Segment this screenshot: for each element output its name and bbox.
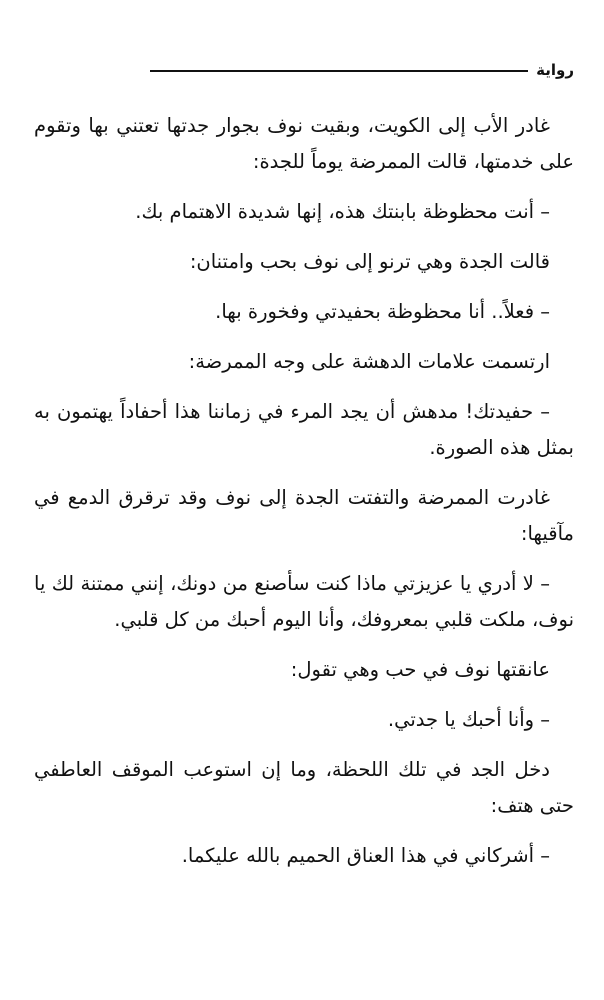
paragraph-11: دخل الجد في تلك اللحظة، وما إن استوعب الموقف العاطفي حتى هتف: xyxy=(34,758,574,817)
header-rule xyxy=(150,70,528,72)
paragraph-5: ارتسمت علامات الدهشة على وجه الممرضة: xyxy=(188,350,550,373)
paragraph-7: غادرت الممرضة والتفتت الجدة إلى نوف وقد ترقرق الدمع في مآقيها: xyxy=(34,486,574,545)
paragraph-1: غادر الأب إلى الكويت، وبقيت نوف بجوار جدتها تعتني بها وتقوم على خدمتها، قالت الممرضة يوماً للجدة: xyxy=(34,114,574,173)
paragraph-9: عانقتها نوف في حب وهي تقول: xyxy=(290,658,550,681)
body-text xyxy=(34,108,574,888)
paragraph-2: – أنت محظوظة بابنتك هذه، إنها شديدة الاهتمام بك. xyxy=(135,200,550,223)
paragraph-3: قالت الجدة وهي ترنو إلى نوف بحب وامتنان: xyxy=(189,250,550,273)
paragraph-12: – أشركاني في هذا العناق الحميم بالله عليكما. xyxy=(181,844,550,867)
paragraph-8: – لا أدري يا عزيزتي ماذا كنت سأصنع من دونك، إنني ممتنة لك يا نوف، ملكت قلبي بمعروفك، وأنا اليوم أحبك من كل قلبي. xyxy=(34,572,574,631)
header-title: رواية xyxy=(536,61,574,79)
paragraph-6: – حفيدتك! مدهش أن يجد المرء في زماننا هذا أحفاداً يهتمون به بمثل هذه الصورة. xyxy=(34,400,574,459)
running-header xyxy=(150,58,574,82)
paragraph-4: – فعلاً.. أنا محظوظة بحفيدتي وفخورة بها. xyxy=(215,300,550,323)
paragraph-10: – وأنا أحبك يا جدتي. xyxy=(387,708,550,731)
